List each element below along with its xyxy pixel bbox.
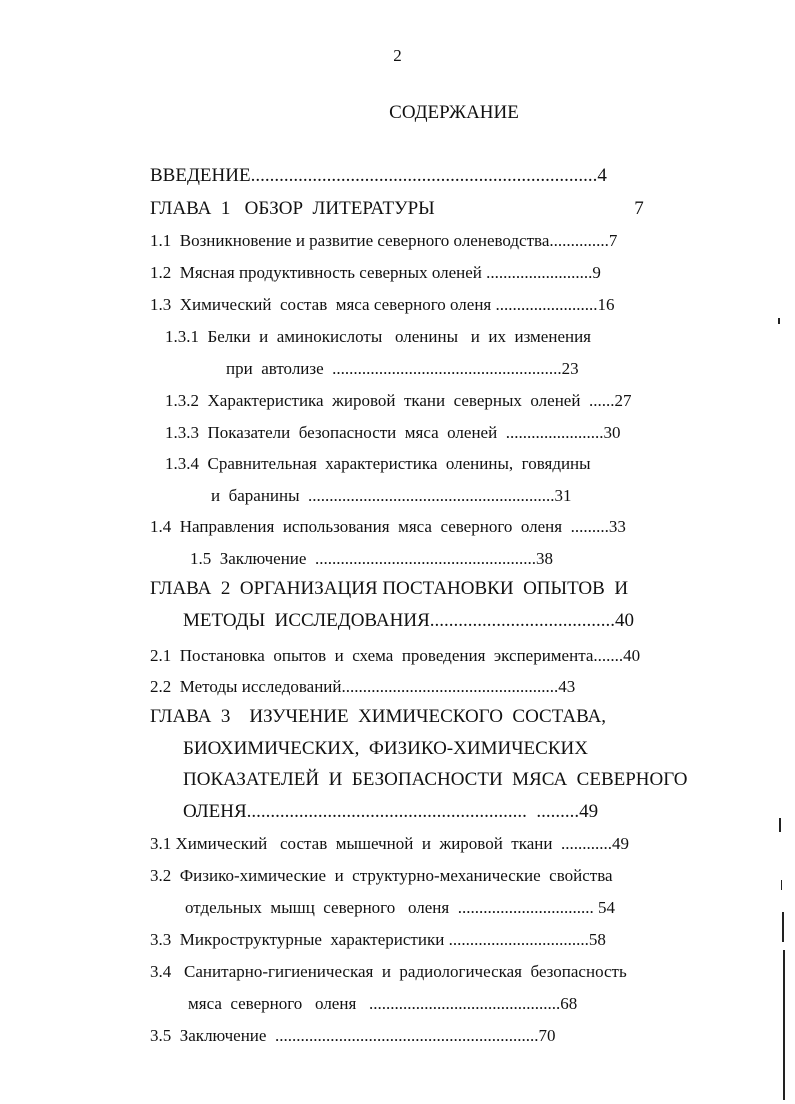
scan-speck bbox=[782, 912, 784, 942]
toc-entry-1-3-2: 1.3.2 Характеристика жировой ткани северных оленей ......27 bbox=[165, 391, 632, 410]
scan-speck bbox=[778, 318, 780, 324]
toc-entry-3-2-cont: отдельных мышц северного оленя ................................ 54 bbox=[185, 898, 615, 917]
page-number: 2 bbox=[393, 46, 402, 65]
toc-entry-3-5: 3.5 Заключение ..............................................................70 bbox=[150, 1026, 556, 1045]
toc-entry-3-2: 3.2 Физико-химические и структурно-механические свойства bbox=[150, 866, 613, 885]
toc-entry-1-3-3: 1.3.3 Показатели безопасности мяса оленей .......................30 bbox=[165, 423, 621, 442]
toc-entry-1-3-4: 1.3.4 Сравнительная характеристика оленины, говядины bbox=[165, 454, 591, 473]
toc-title: СОДЕРЖАНИЕ bbox=[389, 102, 519, 123]
toc-entry-2-2: 2.2 Методы исследований...................................................43 bbox=[150, 677, 576, 696]
toc-entry-3-1: 3.1 Химический состав мышечной и жировой ткани ............49 bbox=[150, 834, 629, 853]
toc-entry-1-5: 1.5 Заключение ....................................................38 bbox=[190, 549, 553, 568]
toc-entry-1-4: 1.4 Направления использования мяса северного оленя .........33 bbox=[150, 517, 626, 536]
toc-chapter-1: ГЛАВА 1 ОБЗОР ЛИТЕРАТУРЫ 7 bbox=[150, 198, 644, 219]
toc-chapter-2: ГЛАВА 2 ОРГАНИЗАЦИЯ ПОСТАНОВКИ ОПЫТОВ И bbox=[150, 578, 629, 599]
toc-chapter-3-cont-1: БИОХИМИЧЕСКИХ, ФИЗИКО-ХИМИЧЕСКИХ bbox=[183, 738, 588, 759]
toc-entry-1-3-1: 1.3.1 Белки и аминокислоты оленины и их изменения bbox=[165, 327, 592, 346]
toc-entry-1-3-1-cont: при автолизе ......................................................23 bbox=[226, 359, 579, 378]
toc-chapter-3-cont-3: ОЛЕНЯ........................................................... .........49 bbox=[183, 801, 599, 822]
toc-entry-introduction: ВВЕДЕНИЕ.........................................................................4 bbox=[150, 165, 607, 186]
scan-speck bbox=[779, 818, 781, 832]
toc-entry-1-2: 1.2 Мясная продуктивность северных оленей .........................9 bbox=[150, 263, 601, 282]
scan-edge-line bbox=[783, 950, 785, 1100]
toc-entry-1-3: 1.3 Химический состав мяса северного оленя ........................16 bbox=[150, 295, 615, 314]
toc-chapter-2-cont: МЕТОДЫ ИССЛЕДОВАНИЯ.......................................40 bbox=[183, 610, 634, 631]
toc-entry-1-1: 1.1 Возникновение и развитие северного оленеводства..............7 bbox=[150, 231, 618, 250]
toc-chapter-3: ГЛАВА 3 ИЗУЧЕНИЕ ХИМИЧЕСКОГО СОСТАВА, bbox=[150, 706, 607, 727]
scan-speck bbox=[781, 880, 782, 890]
toc-entry-2-1: 2.1 Постановка опытов и схема проведения эксперимента.......40 bbox=[150, 646, 641, 665]
toc-entry-1-3-4-cont: и баранины ..........................................................31 bbox=[211, 486, 572, 505]
toc-entry-3-4-cont: мяса северного оленя .............................................68 bbox=[188, 994, 578, 1013]
toc-entry-3-3: 3.3 Микроструктурные характеристики .................................58 bbox=[150, 930, 606, 949]
toc-entry-3-4: 3.4 Санитарно-гигиеническая и радиологическая безопасность bbox=[150, 962, 627, 981]
toc-chapter-3-cont-2: ПОКАЗАТЕЛЕЙ И БЕЗОПАСНОСТИ МЯСА СЕВЕРНОГО bbox=[183, 769, 688, 790]
